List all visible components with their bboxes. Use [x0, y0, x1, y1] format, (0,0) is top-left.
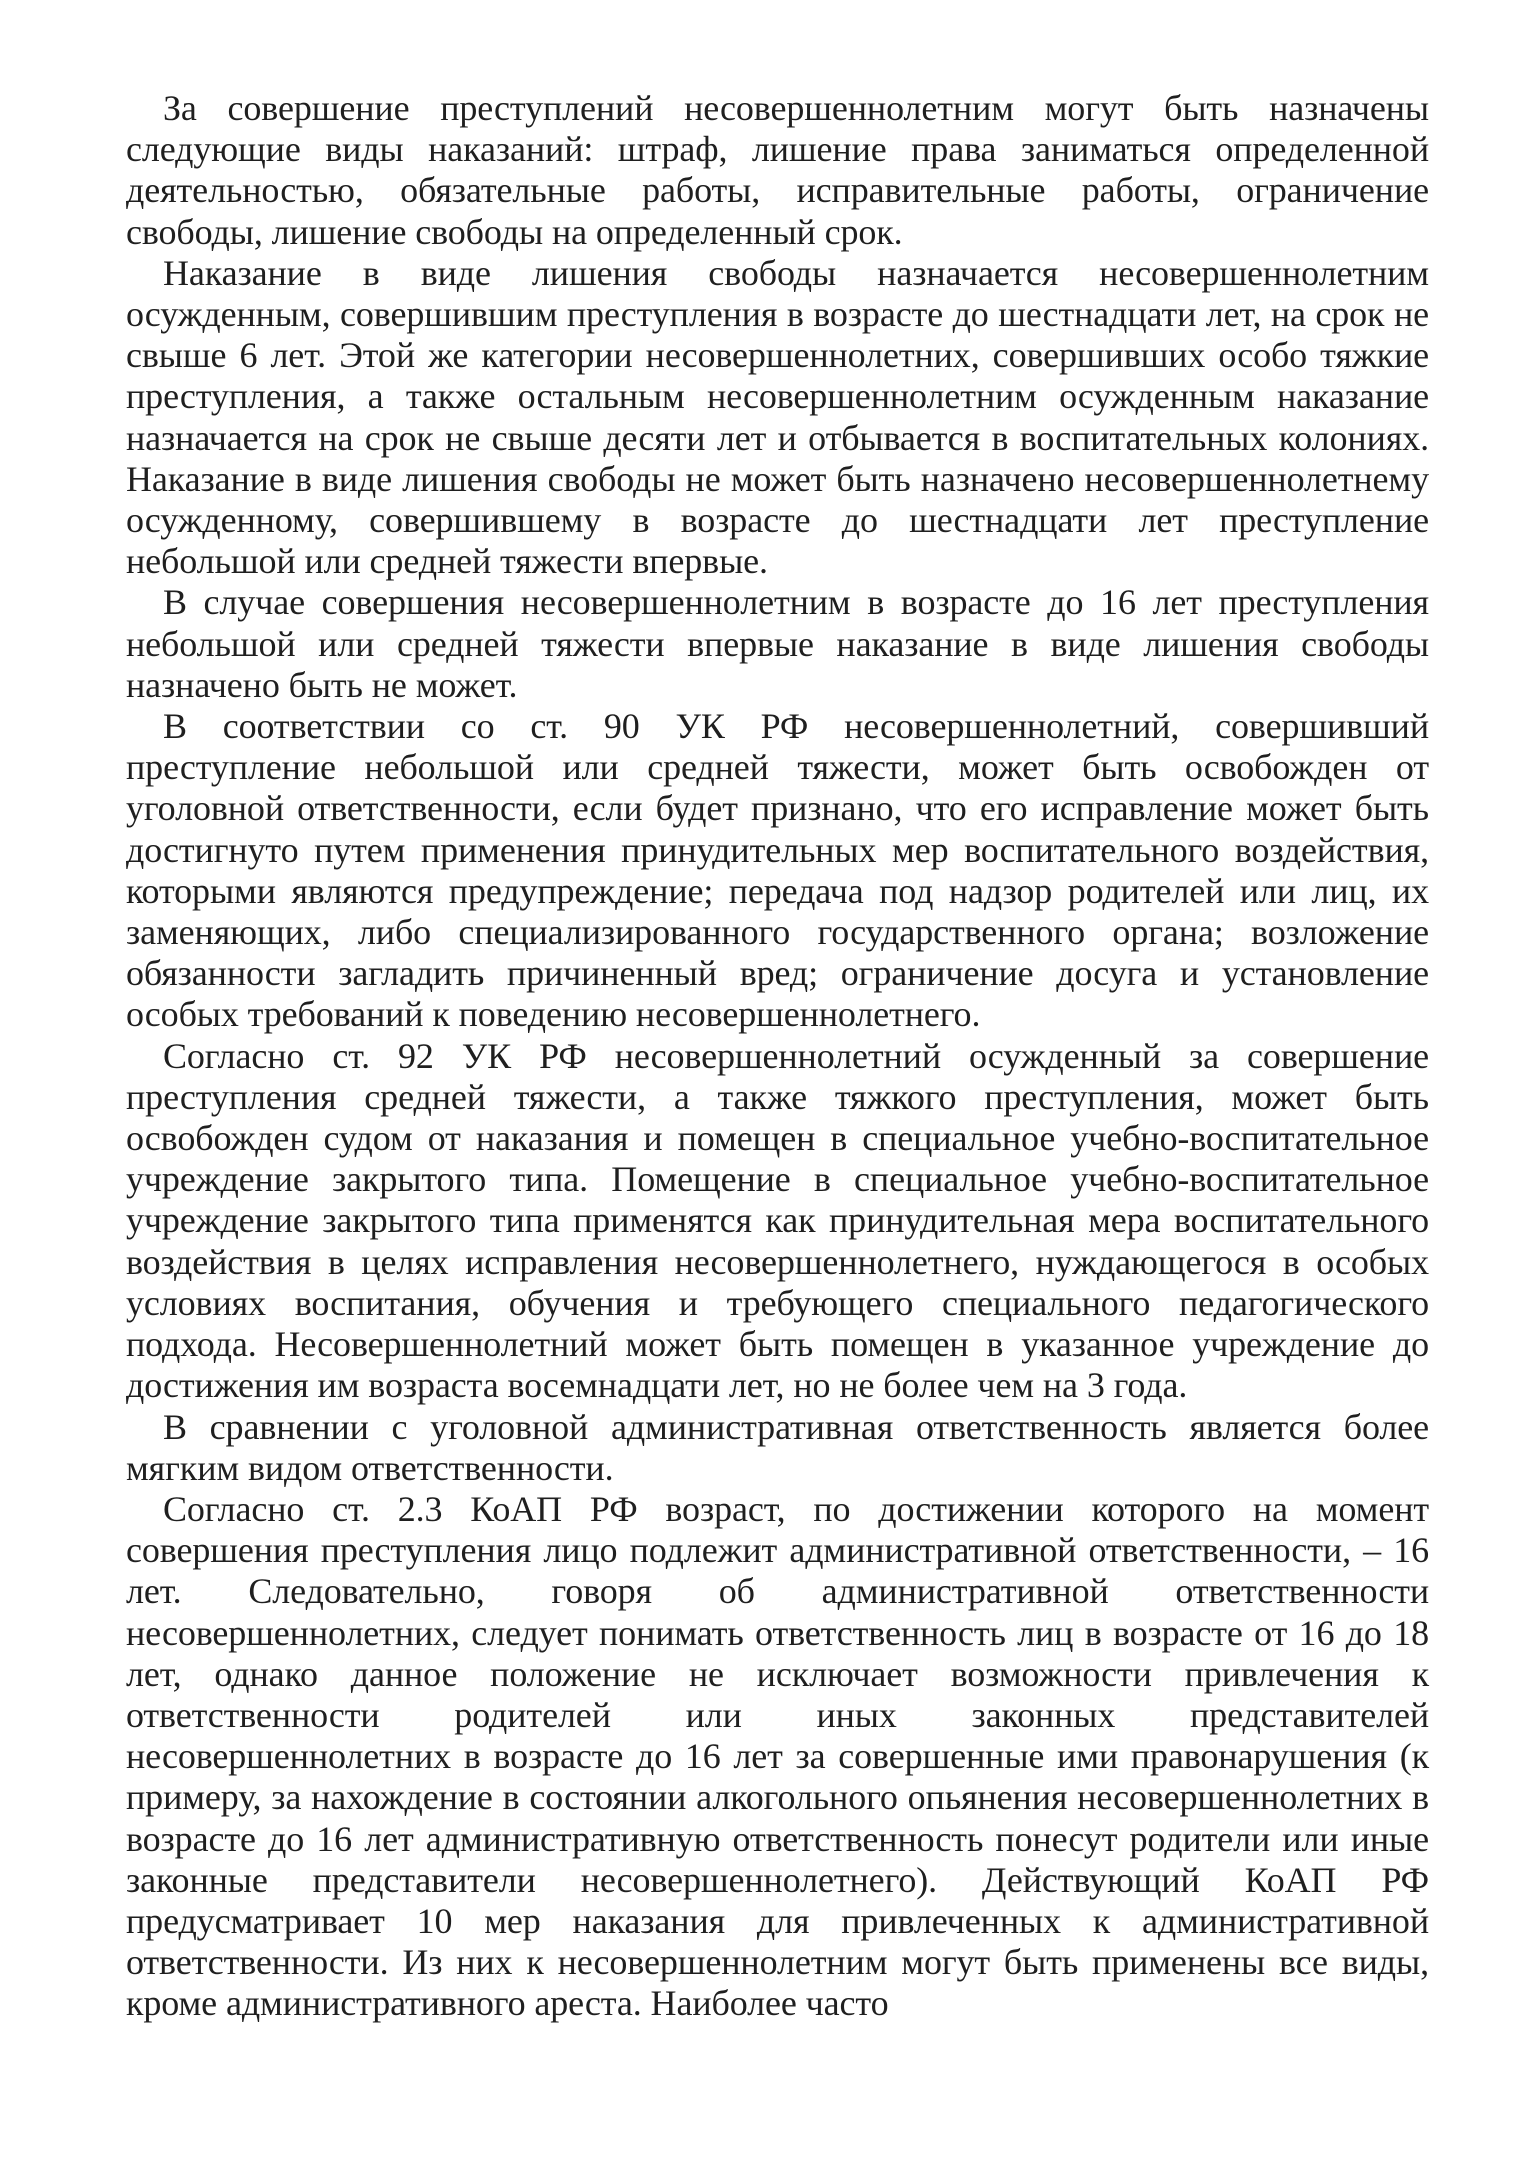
paragraph-imprisonment: Наказание в виде лишения свободы назначается несовершеннолетним осужденным, совершившим преступления в возрасте до шестнадцати лет, на срок не свыше 6 лет. Этой же категории несовершеннолетних, совершивших особо тяжкие преступления, а также остальным несовершеннолетним осужденным наказание назначается на срок не свыше десяти лет и отбывается в воспитательных колониях. Наказание в виде лишения свободы не может быть назначено несовершеннолетнему осужденному, совершившему в возрасте до шестнадцати лет преступление небольшой или средней тяжести впервые. — [126, 252, 1429, 582]
paragraph-article-90: В соответствии со ст. 90 УК РФ несовершеннолетний, совершивший преступление небольшой или средней тяжести, может быть освобожден от уголовной ответственности, если будет признано, что его исправление может быть достигнуто путем применения принудительных мер воспитательного воздействия, которыми являются предупреждение; передача под надзор родителей или лиц, их заменяющих, либо специализированного государственного органа; возложение обязанности загладить причиненный вред; ограничение досуга и установление особых требований к поведению несовершеннолетнего. — [126, 706, 1429, 1035]
paragraph-under-16: В случае совершения несовершеннолетним в возрасте до 16 лет преступления небольшой или средней тяжести впервые наказание в виде лишения свободы назначено быть не может. — [126, 582, 1429, 705]
paragraph-article-92: Согласно ст. 92 УК РФ несовершеннолетний осужденный за совершение преступления средней тяжести, а также тяжкого преступления, может быть освобожден судом от наказания и помещен в специальное учебно-воспитательное учреждение закрытого типа. Помещение в специальное учебно-воспитательное учреждение закрытого типа применятся как принудительная мера воспитательного воздействия в целях исправления несовершеннолетнего, нуждающегося в особых условиях воспитания, обучения и требующего специального педагогического подхода. Несовершеннолетний может быть помещен в указанное учреждение до достижения им возраста восемнадцати лет, но не более чем на 3 года. — [126, 1035, 1429, 1406]
paragraph-punishment-types: За совершение преступлений несовершеннолетним могут быть назначены следующие виды наказаний: штраф, лишение права заниматься определенной деятельностью, обязательные работы, исправительные работы, ограничение свободы, лишение свободы на определенный срок. — [126, 88, 1429, 252]
document-body — [126, 88, 1429, 2025]
paragraph-administrative-comparison: В сравнении с уголовной административная ответственность является более мягким видом ответственности. — [126, 1406, 1429, 1488]
paragraph-koap-article-2-3: Согласно ст. 2.3 КоАП РФ возраст, по достижении которого на момент совершения преступления лицо подлежит административной ответственности, – 16 лет. Следовательно, говоря об административной ответственности несовершеннолетних, следует понимать ответственность лиц в возрасте от 16 до 18 лет, однако данное положение не исключает возможности привлечения к ответственности родителей или иных законных представителей несовершеннолетних в возрасте до 16 лет за совершенные ими правонарушения (к примеру, за нахождение в состоянии алкогольного опьянения несовершеннолетних в возрасте до 16 лет административную ответственность понесут родители или иные законные представители несовершеннолетнего). Действующий КоАП РФ предусматривает 10 мер наказания для привлеченных к административной ответственности. Из них к несовершеннолетним могут быть применены все виды, кроме административного ареста. Наиболее часто — [126, 1488, 1429, 2024]
